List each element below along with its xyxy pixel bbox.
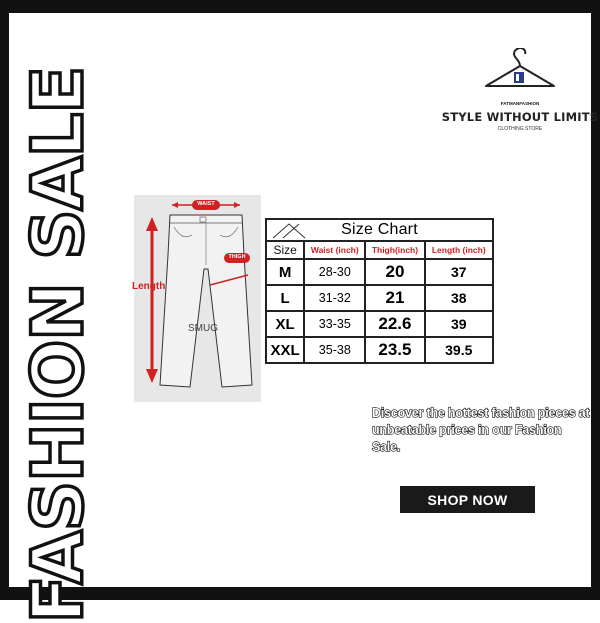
shop-now-button[interactable]: SHOP NOW	[400, 486, 535, 513]
banner-title: FASHION SALE	[17, 66, 99, 623]
hanger-icon	[480, 48, 560, 108]
size-cell: XL	[266, 311, 304, 337]
brand-logo	[440, 48, 600, 144]
length-cell: 37	[425, 259, 493, 285]
table-row	[266, 311, 493, 337]
thigh-cell: 21	[365, 285, 424, 311]
thigh-cell: 23.5	[365, 337, 424, 363]
thigh-cell: 20	[365, 259, 424, 285]
length-cell: 39	[425, 311, 493, 337]
thigh-cell: 22.6	[365, 311, 424, 337]
col-waist-header: Waist (inch)	[304, 241, 365, 259]
watermark-label: SMUG	[188, 323, 218, 334]
table-row	[266, 259, 493, 285]
logo-tagline: STYLE WITHOUT LIMITS	[441, 110, 599, 124]
table-row	[266, 285, 493, 311]
length-cell: 38	[425, 285, 493, 311]
pants-measurement-image	[134, 195, 261, 402]
banner-title-area	[8, 66, 108, 623]
size-cell: L	[266, 285, 304, 311]
promo-description: Discover the hottest fashion pieces at unbeatable prices in our Fashion Sale.	[372, 406, 590, 454]
size-chart-header-row	[266, 241, 493, 259]
length-cell: 39.5	[425, 337, 493, 363]
waist-cell: 31-32	[304, 285, 365, 311]
size-cell: M	[266, 259, 304, 285]
hanger-decoration-icon	[269, 220, 319, 240]
table-row	[266, 337, 493, 363]
thigh-label: THIGH	[228, 254, 246, 260]
waist-cell: 33-35	[304, 311, 365, 337]
waist-cell: 28-30	[304, 259, 365, 285]
logo-hanger-text: FATMANFASHION	[500, 101, 540, 106]
waist-cell: 35-38	[304, 337, 365, 363]
waist-label: WAIST	[197, 201, 215, 207]
col-length-header: Length (inch)	[425, 241, 493, 259]
length-label: Length	[132, 281, 166, 292]
size-chart-title: Size Chart	[341, 221, 418, 238]
col-thigh-header: Thigh(inch)	[365, 241, 424, 259]
col-size-header: Size	[266, 241, 304, 259]
size-chart-table	[265, 218, 494, 364]
logo-subline: CLOTHING STORE	[497, 126, 543, 132]
size-chart	[265, 218, 494, 364]
size-cell: XXL	[266, 337, 304, 363]
size-chart-title-cell	[266, 219, 493, 241]
